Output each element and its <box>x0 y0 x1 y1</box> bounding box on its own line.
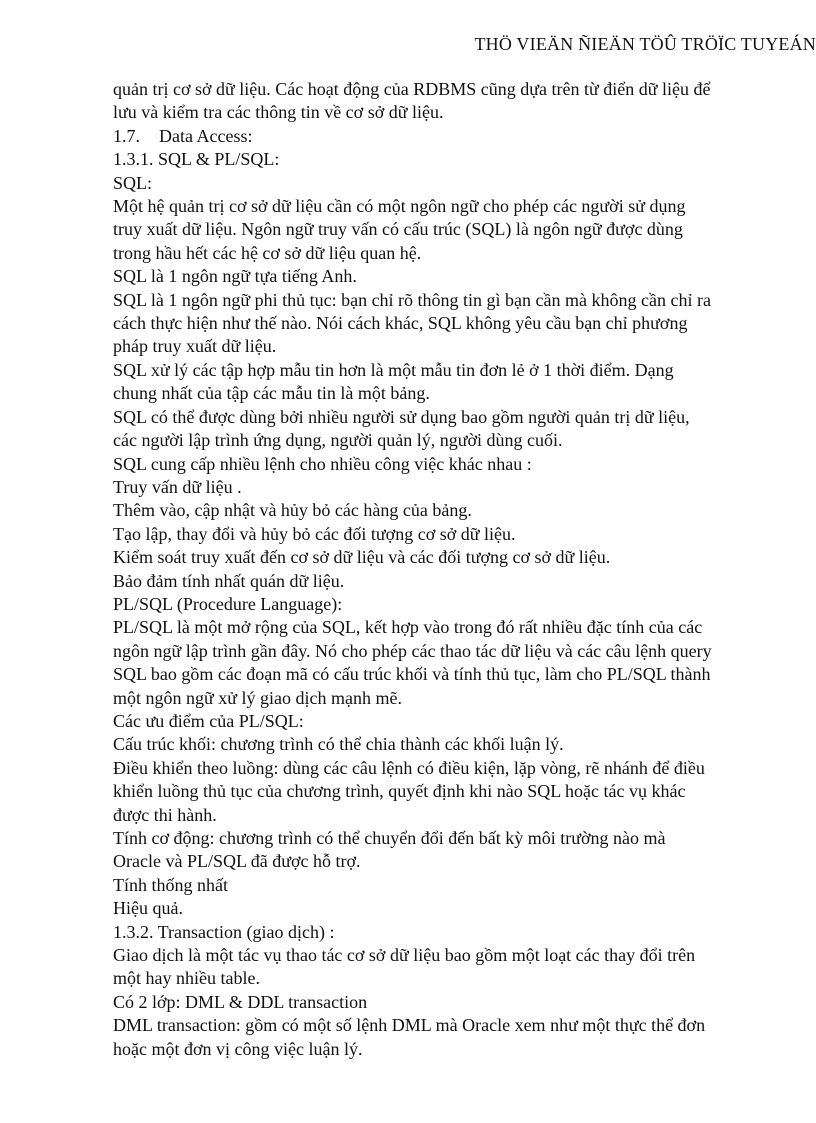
text-line: PL/SQL (Procedure Language): <box>113 593 343 614</box>
text-line: Oracle và PL/SQL đã được hỗ trợ. <box>113 851 361 872</box>
text-line: SQL là 1 ngôn ngữ phi thủ tục: bạn chỉ rõ thông tin gì bạn cần mà không cần chỉ ra <box>113 289 711 310</box>
text-line: SQL bao gồm các đoạn mã có cấu trúc khối và tính thủ tục, làm cho PL/SQL thành <box>113 664 711 685</box>
text-line: truy xuất dữ liệu. Ngôn ngữ truy vấn có cấu trúc (SQL) là ngôn ngữ được dùng <box>113 219 683 240</box>
text-line: lưu và kiểm tra các thông tin về cơ sở dữ liệu. <box>113 102 444 123</box>
text-line: Cấu trúc khối: chương trình có thể chia thành các khối luận lý. <box>113 734 564 755</box>
text-line: khiển luồng thủ tục của chương trình, quyết định khi nào SQL hoặc tác vụ khác <box>113 781 686 802</box>
text-line: pháp truy xuất dữ liệu. <box>113 336 277 357</box>
section-number: 1.7. <box>113 125 140 146</box>
text-line: chung nhất của tập các mẫu tin là một bảng. <box>113 383 430 404</box>
text-line: Có 2 lớp: DML & DDL transaction <box>113 991 368 1012</box>
text-line: Tạo lập, thay đổi và hủy bỏ các đối tượng cơ sở dữ liệu. <box>113 523 516 544</box>
text-line: Một hệ quản trị cơ sở dữ liệu cần có một ngôn ngữ cho phép các người sử dụng <box>113 196 686 217</box>
text-line: Kiểm soát truy xuất đến cơ sở dữ liệu và các đối tượng cơ sở dữ liệu. <box>113 547 611 568</box>
section-title: Data Access: <box>159 125 253 146</box>
text-line: SQL có thể được dùng bởi nhiều người sử dụng bao gồm người quản trị dữ liệu, <box>113 406 690 427</box>
text-line: Tính thống nhất <box>113 874 228 895</box>
text-line: Bảo đảm tính nhất quán dữ liệu. <box>113 570 345 591</box>
text-line: DML transaction: gồm có một số lệnh DML mà Oracle xem như một thực thể đơn <box>113 1015 706 1036</box>
text-line: trong hầu hết các hệ cơ sở dữ liệu quan hệ. <box>113 242 422 263</box>
text-line: Điều khiển theo luồng: dùng các câu lệnh có điều kiện, lặp vòng, rẽ nhánh để điều <box>113 757 705 778</box>
text-line: ngôn ngữ lập trình gần đây. Nó cho phép các thao tác dữ liệu và các câu lệnh query <box>113 640 712 661</box>
text-line: SQL xử lý các tập hợp mẫu tin hơn là một mẫu tin đơn lẻ ở 1 thời điểm. Dạng <box>113 359 674 380</box>
text-line: Hiệu quả. <box>113 898 183 919</box>
text-line: SQL: <box>113 172 153 193</box>
text-line: một hay nhiều table. <box>113 968 260 989</box>
text-line: hoặc một đơn vị công việc luận lý. <box>113 1038 363 1059</box>
subsection-heading: 1.3.1. SQL & PL/SQL: <box>113 149 280 170</box>
text-line: Thêm vào, cập nhật và hủy bỏ các hàng của bảng. <box>113 500 472 521</box>
text-line: Giao dịch là một tác vụ thao tác cơ sở dữ liệu bao gồm một loạt các thay đổi trên <box>113 945 696 966</box>
section-heading <box>113 125 773 148</box>
text-line: Truy vấn dữ liệu . <box>113 476 242 497</box>
text-line: Tính cơ động: chương trình có thể chuyển đổi đến bất kỳ môi trường nào mà <box>113 828 666 848</box>
text-line: SQL là 1 ngôn ngữ tựa tiếng Anh. <box>113 266 357 287</box>
text-line: các người lập trình ứng dụng, người quản lý, người dùng cuối. <box>113 430 563 451</box>
text-line: một ngôn ngữ xử lý giao dịch mạnh mẽ. <box>113 687 402 708</box>
text-line: cách thực hiện như thế nào. Nói cách khác, SQL không yêu cầu bạn chỉ phương <box>113 313 688 334</box>
text-line: SQL cung cấp nhiều lệnh cho nhiều công việc khác nhau : <box>113 453 532 474</box>
text-line: Các ưu điểm của PL/SQL: <box>113 710 304 731</box>
text-line: được thi hành. <box>113 804 217 825</box>
document-body <box>113 78 773 1061</box>
page-header: THÖ VIEÄN ÑIEÄN TÖÛ TRÖÏC TUYEÁN <box>474 34 816 54</box>
text-line: quản trị cơ sở dữ liệu. Các hoạt động của RDBMS cũng dựa trên từ điển dữ liệu để <box>113 79 711 99</box>
subsection-heading: 1.3.2. Transaction (giao dịch) : <box>113 921 335 942</box>
text-line: PL/SQL là một mở rộng của SQL, kết hợp vào trong đó rất nhiều đặc tính của các <box>113 617 703 638</box>
